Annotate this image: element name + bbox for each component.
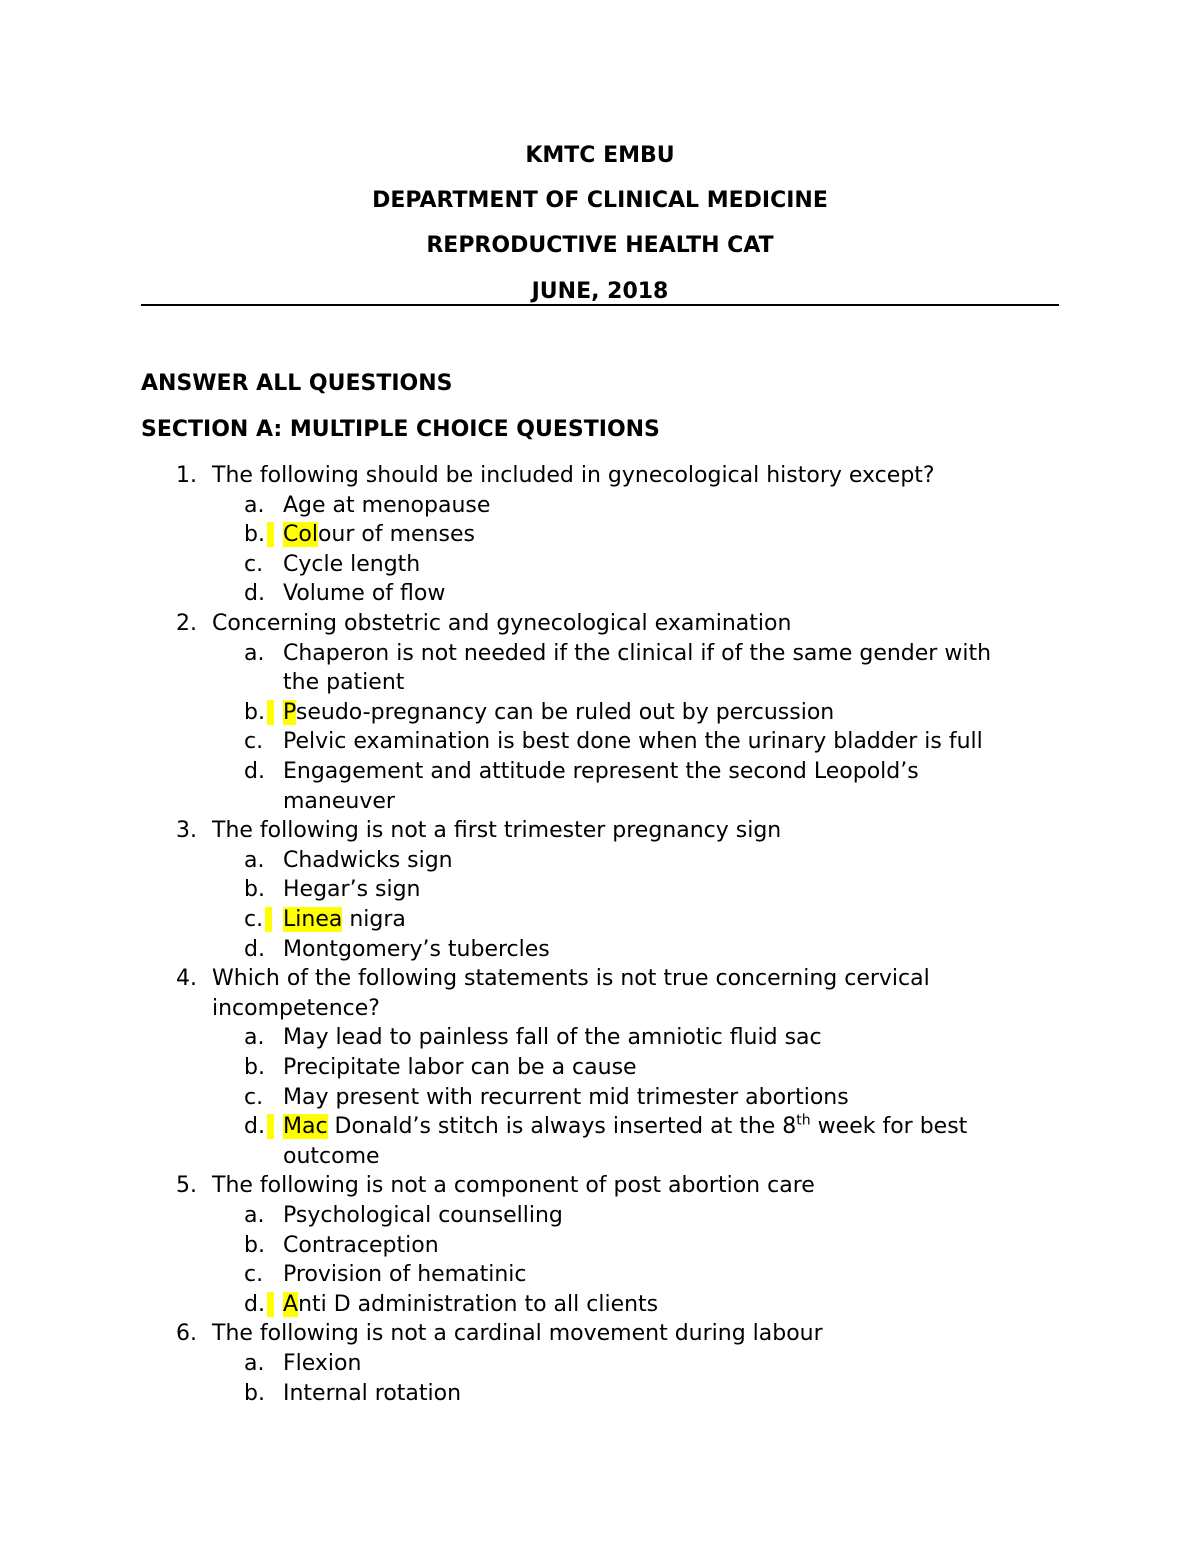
question-number: 1. [176,463,197,488]
option-letter: a. [244,1203,265,1228]
option-letter: b. [244,877,265,903]
option-text: Engagement and attitude represent the second Leopold’s [283,759,919,784]
option-text: maneuver [283,788,395,814]
option-letter [244,520,276,550]
option-text: Anti D administration to all clients [283,1291,659,1317]
option-text: the patient [283,670,405,696]
option-text: Internal rotation [283,1380,462,1406]
instructions: ANSWER ALL QUESTIONS [141,371,453,396]
option-text: Mac Donald’s stitch is always inserted at the 8th week for best [283,1112,968,1140]
option-letter: a. [244,492,265,518]
department-title: DEPARTMENT OF CLINICAL MEDICINE [372,188,828,213]
institution-title: KMTC EMBU [525,143,675,168]
option-letter [244,1112,276,1142]
option-text: Chaperon is not needed if the clinical if of the same gender with [283,640,992,666]
answer-highlight: Mac [283,1114,328,1140]
option-text: Montgomery’s tubercles [283,936,550,962]
answer-highlight-pad [265,907,272,932]
option-letter-text: d. [244,1291,265,1317]
option-text: outcome [283,1143,380,1169]
option-letter: c. [244,1084,264,1110]
option-text: Age at menopause [283,492,491,518]
option-text: Pseudo-pregnancy can be ruled out by percussion [283,699,835,725]
answer-highlight: Col [283,522,318,548]
question-text: Which of the following statements is not true concerning cervical [212,966,930,992]
option-letter [244,905,276,935]
option-text: Cycle length [283,551,421,577]
exam-title: REPRODUCTIVE HEALTH CAT [426,233,774,258]
option-letter [244,698,276,728]
option-text: Linea nigra [283,907,406,932]
superscript: th [796,1112,811,1129]
question-number: 5. [176,1173,197,1199]
option-text: Volume of flow [283,581,446,607]
option-letter: d. [244,759,265,784]
option-text: May lead to painless fall of the amniotic fluid sac [283,1025,822,1051]
answer-highlight-pad [267,1114,274,1139]
option-letter-text: c. [244,907,264,932]
option-letter: a. [244,640,265,666]
option-letter: c. [244,1262,264,1288]
option-letter: a. [244,1351,265,1376]
option-letter-text: b. [244,522,265,548]
question-text: Concerning obstetric and gynecological examination [212,611,792,636]
option-letter: a. [244,847,265,873]
question-text: The following is not a first trimester pregnancy sign [212,818,782,844]
question-number: 2. [176,611,197,636]
option-letter: c. [244,551,264,577]
answer-highlight-pad [267,700,274,725]
exam-date: JUNE, 2018 [531,279,669,304]
answer-highlight-pad [267,522,274,547]
option-letter-text: b. [244,699,265,725]
question-number: 6. [176,1321,197,1347]
option-text: Colour of menses [283,522,475,548]
option-letter: d. [244,936,265,962]
option-text: Provision of hematinic [283,1262,527,1288]
question-text: The following should be included in gynecological history except? [212,463,935,488]
section-title: SECTION A: MULTIPLE CHOICE QUESTIONS [141,417,660,442]
option-text: Chadwicks sign [283,847,453,873]
question-text: The following is not a cardinal movement during labour [212,1321,823,1347]
option-letter [244,1290,276,1320]
option-letter: c. [244,729,264,755]
option-letter: b. [244,1380,265,1406]
option-text: Contraception [283,1232,439,1258]
option-text: Psychological counselling [283,1203,563,1228]
option-letter: b. [244,1232,265,1258]
answer-highlight: Linea [283,907,343,932]
option-text: Hegar’s sign [283,877,421,903]
question-text: The following is not a component of post abortion care [212,1173,815,1199]
answer-highlight: P [283,699,296,725]
option-text: May present with recurrent mid trimester abortions [283,1084,849,1110]
question-number: 3. [176,818,197,844]
question-text: incompetence? [212,995,380,1021]
option-letter: d. [244,581,265,607]
option-letter: b. [244,1055,265,1080]
option-text: Precipitate labor can be a cause [283,1055,637,1080]
option-letter-text: d. [244,1114,265,1140]
answer-highlight: A [283,1291,299,1317]
header-divider [141,304,1059,306]
answer-highlight-pad [267,1292,274,1317]
option-letter: a. [244,1025,265,1051]
option-text: Flexion [283,1351,362,1376]
question-number: 4. [176,966,197,992]
option-text: Pelvic examination is best done when the urinary bladder is full [283,729,983,755]
